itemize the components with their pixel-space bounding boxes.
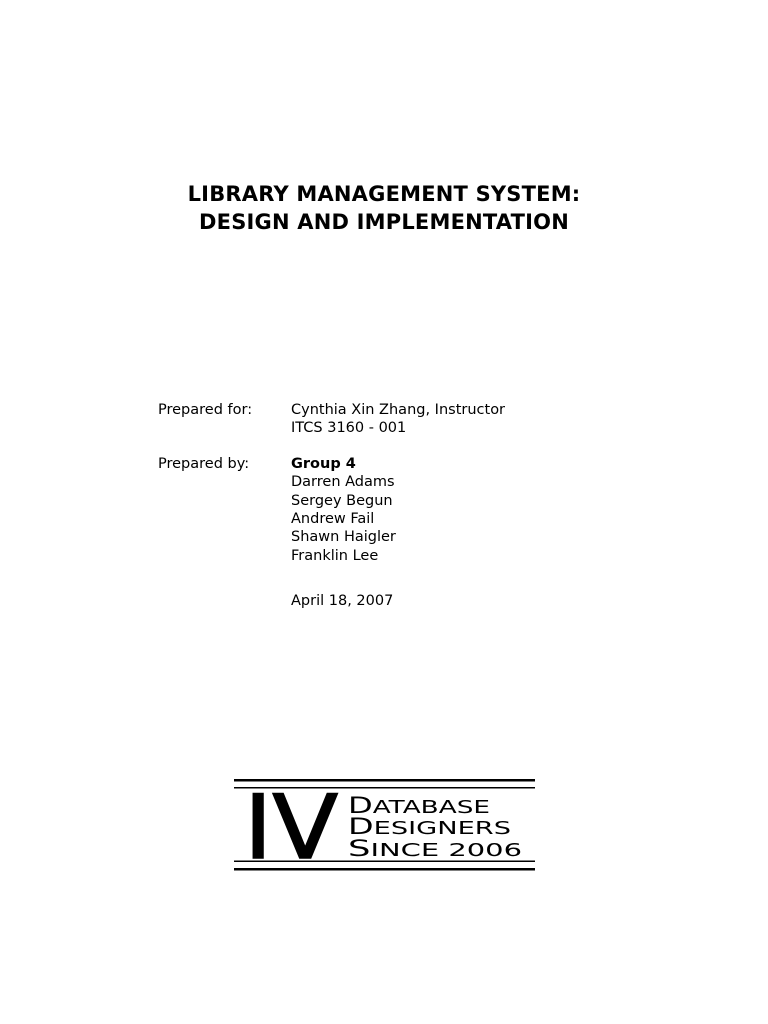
logo-line-database-initial: D (348, 794, 365, 819)
company-logo (234, 779, 535, 871)
member-name: Andrew Fail (291, 511, 375, 528)
course-code: ITCS 3160 - 001 (291, 420, 407, 437)
title-line-2: DESIGN AND IMPLEMENTATION (199, 210, 569, 234)
member-name: Darren Adams (291, 474, 395, 491)
member-name: Shawn Haigler (291, 529, 396, 546)
preparation-info (158, 401, 618, 611)
logo-line-since-rest: INCE 2006 (370, 840, 465, 861)
logo-line-since (348, 837, 522, 862)
member-name: Franklin Lee (291, 547, 379, 564)
document-date: April 18, 2007 (291, 593, 394, 610)
instructor-name: Cynthia Xin Zhang, Instructor (291, 402, 506, 418)
logo-line-since-initial: S (348, 837, 362, 862)
logo-line-database-rest: ATABASE (372, 797, 454, 818)
logo-iv-mark: IV (244, 779, 338, 871)
member-name: Sergey Begun (291, 492, 393, 509)
document-title (0, 180, 768, 236)
prepared-by-values (291, 455, 396, 611)
logo-graphic (234, 779, 535, 871)
logo-line-designers-initial: D (348, 815, 365, 840)
prepared-for-row (158, 401, 618, 438)
group-name: Group 4 (291, 455, 356, 472)
logo-line-designers (348, 815, 511, 840)
prepared-for-label: Prepared for: (158, 402, 253, 418)
prepared-by-label: Prepared by: (158, 455, 250, 472)
logo-line-designers-rest: ESIGNERS (373, 818, 465, 839)
title-line-1: LIBRARY MANAGEMENT SYSTEM: (187, 182, 581, 206)
prepared-for-values (291, 401, 505, 438)
prepared-by-row (158, 455, 618, 611)
